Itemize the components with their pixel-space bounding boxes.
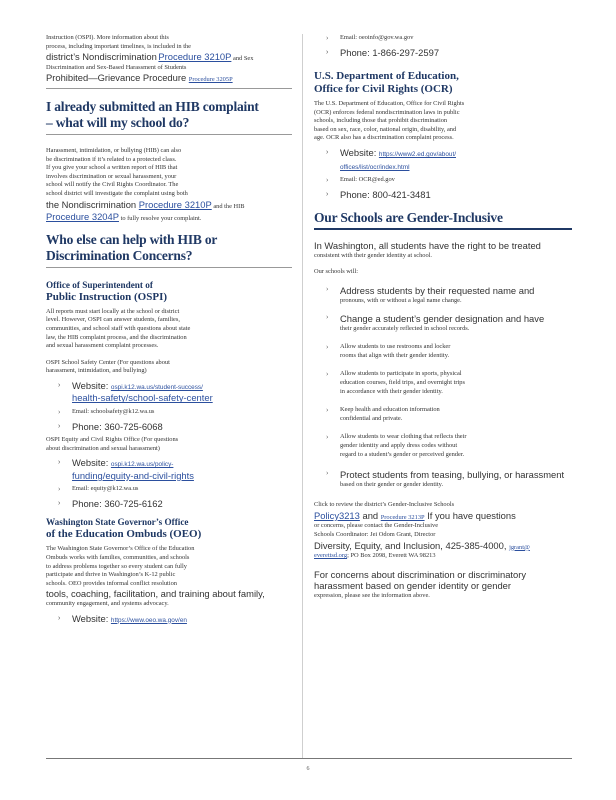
bullet-icon: ›	[58, 499, 61, 507]
gender-item: › Change a student’s gender designation and have their gender accurately reflected in school records.	[326, 313, 545, 332]
bullet-icon: ›	[326, 190, 329, 198]
equity-website-link[interactable]: ospi.k12.wa.us/policy-	[110, 461, 174, 469]
ocr-website-link[interactable]: offices/list/ocr/index.html	[340, 163, 410, 171]
footer-rule	[46, 758, 572, 759]
bullet-icon: ›	[326, 285, 329, 294]
policy-3213-link[interactable]: Policy3213	[314, 509, 360, 521]
divider	[314, 228, 572, 230]
oeo-website-link[interactable]: https://www.oeo.wa.gov/en	[110, 616, 187, 624]
bullet-icon: ›	[58, 459, 61, 467]
equity-phone-item: › Phone: 360-725-6162	[58, 497, 163, 509]
gender-item: › Allow students to use restrooms and locker rooms that align with their gender identity.	[326, 343, 451, 359]
ocr-website-item: › Website: https://www2.ed.gov/about/ offices/list/ocr/index.html	[326, 147, 456, 171]
oeo-body: The Washington State Governor’s Office of the Education Ombuds works with families, communities, and schools to address problems together so every student can fully participate and thrive in Washington’s K-12 public schools. OEO provides informal conflict resolution tools, coaching, facilitation, and training about family, community engagement, and systems advocacy.	[46, 545, 265, 607]
gender-policy-text: Click to review the district’s Gender-Inclusive Schools Policy3213 and Procedure 3213P If you have questions or concerns, please contact the Gender-Inclusive Schools Coordinator: Jei Odom Grant, Director Diversity, Equity, and Inclusion, 425-385-4000, jgrant@ everettsd.org; PO Box 2098, Everett WA 98213	[314, 501, 530, 560]
who-else-heading: Who else can help with HIB or Discrimination Concerns?	[46, 231, 218, 263]
bullet-icon: ›	[58, 407, 61, 416]
ospi-body: All reports must start locally at the school or district level. However, OSPI can answer students, families, communities, and school staff with questions about state law, the HIB complaint process, and the discrimination and sexual harassment complaint processes. OSPI School Safety Center (For questions about harassment, intimidation, and bullying)	[46, 307, 191, 375]
oeo-email-item: › Email: oeoinfo@gov.wa.gov	[326, 34, 414, 42]
procedure-3210p-link[interactable]: Procedure 3210P	[158, 51, 232, 63]
ospi-heading: Office of Superintendent of Public Instruction (OSPI)	[46, 279, 168, 303]
gender-inclusive-heading: Our Schools are Gender-Inclusive	[314, 210, 503, 226]
gender-item: › Allow students to wear clothing that reflects their gender identity and apply dress codes without regard to a student’s gender or perceived gender.	[326, 433, 467, 458]
bullet-icon: ›	[58, 381, 61, 389]
safety-phone-item: › Phone: 360-725-6068	[58, 420, 163, 432]
equity-title: OSPI Equity and Civil Rights Office (For questions about discrimination and sexual harassment)	[46, 436, 179, 452]
procedure-3204p-link[interactable]: Procedure 3204P	[46, 211, 119, 223]
hib-heading: I already submitted an HIB complaint – what will my school do?	[46, 98, 259, 130]
gender-item: › Protect students from teasing, bullying, or harassment based on their gender or gender identity.	[326, 469, 565, 488]
bullet-icon: ›	[58, 614, 61, 622]
ocr-body: The U.S. Department of Education, Office for Civil Rights (OCR) enforces federal nondiscrimination laws in public schools, including those that prohibit discrimination based on sex, race, color, national origin, disability, and age. OCR also has a discrimination complaint process.	[314, 100, 465, 142]
right-column: › Email: oeoinfo@gov.wa.gov › Phone: 1-866-297-2597 U.S. Department of Education, Office for Civil Rights (OCR) The U.S. Department of Education, Office for Civil Rights (OCR) enforces federal nondiscrimination laws in public schools, including those that prohibit discrimination based on sex, race, color, national origin, disability, and age. OCR also has a discrimination complaint process. › Website: https://www2.ed.gov/about/ offices/list/ocr/index.html › Email: OCR@ed.gov › Phone: 800-421-3481 Our Schools are Gender-Inclusive In Washington, all students have the right to be treated consistent with their gender identity at school. Our schools will: › Address students by their requested name and pronouns, with or without a legal name change. › Change a student’s gender designation and have their gender accurately reflected in school records. › Allow students to use restrooms and locker rooms that align with their gender identity. › Allow students to participate in sports, physical education courses, field trips, and overnight trips in accordance with their gender identity. › Keep health and education information confidential and private. › Allow students to wear clothing that reflects their gender identity and apply dress codes without regard to a student’s gender or perceived gender. › Protect students from teasing, bullying, or harassment based on their gender or gender identity. Click to review the district’s Gender-Inclusive Schools Policy3213 and Procedure 3213P If you have questions or concerns, please contact the Gender-Inclusive Schools Coordinator: Jei Odom Grant, Director Diversity, Equity, and Inclusion, 425-385-4000, jgrant@ everettsd.org; PO Box 2098, Everett WA 98213 For concerns about discrimination or discriminatory harassment based on gender identity or gender expression, please see the information above.	[314, 34, 572, 600]
oeo-heading: Washington State Governor’s Office of the Education Ombuds (OEO)	[46, 517, 202, 541]
oeo-website-item: › Website: https://www.oeo.wa.gov/en	[58, 612, 187, 624]
bullet-icon: ›	[326, 48, 329, 56]
hib-body: Harassment, intimidation, or bullying (HIB) can also be discrimination if it’s related to a protected class. If you give your school a written report of HIB that involves discrimination or sexual harassment, your school will notify the Civil Rights Coordinator. The school district will investigate the complaint using both the Nondiscrimination Procedure 3210P and the HIB Procedure 3204P to fully resolve your complaint.	[46, 146, 245, 223]
coordinator-email-link[interactable]: jgrant@	[509, 543, 530, 551]
safety-email-item: › Email: schoolsafety@k12.wa.us	[58, 407, 155, 416]
intro-text: Instruction (OSPI). More information about this process, including important timelines, is included in the district’s Nondiscrimination Procedure 3210P and Sex Discrimination and Sex-Based Harassment of Students Prohibited—Grievance Procedure Procedure 3205P	[46, 34, 254, 84]
column-divider	[302, 34, 303, 758]
bullet-icon: ›	[58, 422, 61, 430]
ocr-website-link[interactable]: https://www2.ed.gov/about/	[378, 151, 456, 159]
bullet-icon: ›	[58, 485, 61, 494]
coordinator-email-link[interactable]: everettsd.org	[314, 552, 348, 560]
safety-website-link[interactable]: health-safety/school-safety-center	[72, 392, 213, 404]
bullet-icon: ›	[326, 469, 329, 478]
gender-item: › Address students by their requested name and pronouns, with or without a legal name change.	[326, 285, 535, 304]
safety-website-link[interactable]: ospi.k12.wa.us/student-success/	[110, 383, 203, 391]
left-column	[46, 34, 292, 629]
divider	[46, 267, 292, 268]
equity-email-item: › Email: equity@k12.wa.us	[58, 485, 139, 494]
discrimination-note: For concerns about discrimination or discriminatory harassment based on gender identity or gender expression, please see the information above.	[314, 568, 527, 599]
bullet-icon: ›	[326, 433, 329, 442]
bullet-icon: ›	[326, 176, 329, 185]
procedure-3205p-link[interactable]: Procedure 3205P	[188, 76, 233, 84]
procedure-3213p-link[interactable]: Procedure 3213P	[380, 513, 425, 521]
bullet-icon: ›	[326, 370, 329, 379]
bullet-icon: ›	[326, 34, 329, 42]
ocr-email-item: › Email: OCR@ed.gov	[326, 176, 395, 185]
safety-website-item: › Website: ospi.k12.wa.us/student-success/ health-safety/school-safety-center	[58, 379, 213, 404]
procedure-3210p-link[interactable]: Procedure 3210P	[138, 198, 212, 210]
equity-website-item: › Website: ospi.k12.wa.us/policy- funding/equity-and-civil-rights	[58, 457, 194, 481]
oeo-phone-item: › Phone: 1-866-297-2597	[326, 46, 440, 58]
bullet-icon: ›	[326, 149, 329, 157]
gender-item: › Allow students to participate in sports, physical education courses, field trips, and overnight trips in accordance with their gender identity.	[326, 370, 465, 395]
bullet-icon: ›	[326, 343, 329, 352]
page-number: 6	[306, 766, 310, 772]
ocr-phone-item: › Phone: 800-421-3481	[326, 188, 431, 200]
ocr-heading: U.S. Department of Education, Office for Civil Rights (OCR)	[314, 70, 459, 96]
equity-website-link[interactable]: funding/equity-and-civil-rights	[72, 469, 194, 481]
bullet-icon: ›	[326, 406, 329, 415]
bullet-icon: ›	[326, 313, 329, 322]
gender-item: › Keep health and education information confidential and private.	[326, 406, 440, 422]
divider	[46, 134, 292, 135]
divider	[46, 88, 292, 89]
